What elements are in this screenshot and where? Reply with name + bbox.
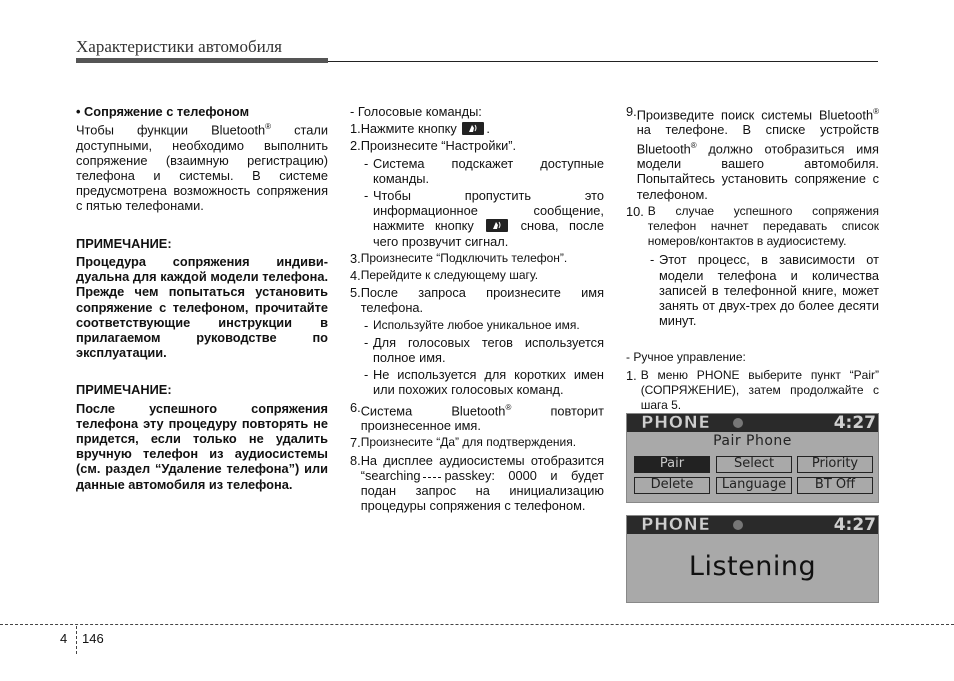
column-right — [626, 104, 879, 413]
step-5-note-3: - Не используется для коротких имен или похожих голосовых команд. — [364, 367, 604, 398]
bluetooth-icon — [733, 520, 743, 530]
chapter-number: 4 — [60, 631, 68, 646]
step-7: 7. Произнесите “Да” для подтверждения. — [350, 435, 577, 451]
step-3: 3. Произнесите “Подключить телефон”. — [350, 250, 568, 266]
screen-clock: 4:27 — [833, 413, 876, 433]
step-5-note-1: - Используйте любое уникальное имя. — [364, 317, 580, 333]
footer-divider — [76, 626, 77, 654]
delete-button[interactable]: Delete — [634, 477, 710, 494]
header-rule-thin — [328, 61, 878, 62]
manual-step-1: 1. В меню PHONE выберите пункт “Pair” (СОПРЯЖЕНИЕ), затем продолжайте с шага 5. — [626, 367, 879, 412]
screen-mode-label: PHONE — [641, 515, 711, 535]
step-2: 2. Произнесите “Настройки”. — [350, 138, 517, 154]
step-5: 5. После запроса произнесите имя телефона. — [350, 285, 604, 316]
voice-commands-heading: - Голосовые команды: — [350, 104, 482, 119]
page-title: Характеристики автомобиля — [76, 37, 282, 56]
screen-subtitle: Pair Phone — [713, 433, 792, 449]
pairing-heading: • Сопряжение с телефоном — [76, 104, 250, 119]
step-8: 8. На дисплее аудиосистемы отобразится “searching passkey: 0000 и будет подан запрос на инициализацию процедуры сопряжения с телефоном. — [350, 452, 604, 514]
select-button[interactable]: Select — [716, 456, 792, 473]
pair-phone-screen — [626, 413, 879, 503]
bt-off-button[interactable]: BT Off — [797, 477, 873, 494]
screen-status-bar — [627, 516, 878, 534]
step-10-note: - Этот процесс, в зависимости от модели телефона и количества записей в телефонной книге, может занять от двух-трех до более десяти минут. — [650, 252, 879, 329]
step-4: 4. Перейдите к следующему шагу. — [350, 268, 539, 284]
voice-button-icon — [486, 219, 508, 232]
step-10: 10. В случае успешного сопряжения телефон начнет передавать список номеров/контактов в аудиосистему. — [626, 203, 879, 249]
footer-rule — [0, 624, 954, 625]
column-left — [76, 104, 328, 492]
page-header — [76, 36, 878, 66]
page-number: 146 — [82, 631, 104, 646]
listening-screen — [626, 515, 879, 603]
pairing-paragraph: Чтобы функции Bluetooth® стали доступными, необходимо выполнить сопряжение (взаимную регистрацию) телефона и системы. В системе предусмотрена возможность сопряжения с пятью телефонами. — [76, 122, 328, 214]
listening-status: Listening — [688, 551, 817, 582]
bluetooth-icon — [733, 418, 743, 428]
note2-paragraph: После успешного сопряжения телефона эту процедуру повторять не придется, если только не удалить вручную телефон из аудиосистемы (см. раздел “Удаление телефона”) или данные автомобиля из телефона. — [76, 400, 328, 492]
screen-mode-label: PHONE — [641, 413, 711, 433]
priority-button[interactable]: Priority — [797, 456, 873, 473]
column-middle — [350, 104, 604, 513]
header-rule-thick — [76, 58, 328, 63]
manual-heading: - Ручное управление: — [626, 350, 746, 365]
screen-clock: 4:27 — [833, 515, 876, 535]
note1-paragraph: Процедура сопряжения индиви-дуальна для каждой модели телефона. Прежде чем попытаться установить сопряжение с телефоном, прочитайте соответствующие инструкции в прилагаемом руководстве по эксплуатации. — [76, 253, 328, 361]
note1-heading: ПРИМЕЧАНИЕ: — [76, 235, 172, 251]
step-6: 6. Система Bluetooth® повторит произнесенное имя. — [350, 399, 604, 434]
step-2-note-1: - Система подскажет доступные команды. — [364, 155, 604, 186]
passkey-blank — [423, 477, 441, 478]
screen-status-bar — [627, 414, 878, 432]
step-5-note-2: - Для голосовых тегов используется полное имя. — [364, 334, 604, 366]
step-2-note-2: - Чтобы пропустить это информационное сообщение, нажмите кнопку снова, после чего прозвучит сигнал. — [364, 188, 604, 249]
note2-heading: ПРИМЕЧАНИЕ: — [76, 382, 172, 398]
step-9: 9. Произведите поиск системы Bluetooth® на телефоне. В списке устройств Bluetooth® должно отобразиться имя модели вашего автомобиля. Попытайтесь установить сопряжение с телефоном. — [626, 104, 879, 202]
pair-button[interactable]: Pair — [634, 456, 710, 473]
voice-button-icon — [462, 122, 484, 135]
step-1: 1. Нажмите кнопку . — [350, 121, 490, 137]
language-button[interactable]: Language — [716, 477, 792, 494]
